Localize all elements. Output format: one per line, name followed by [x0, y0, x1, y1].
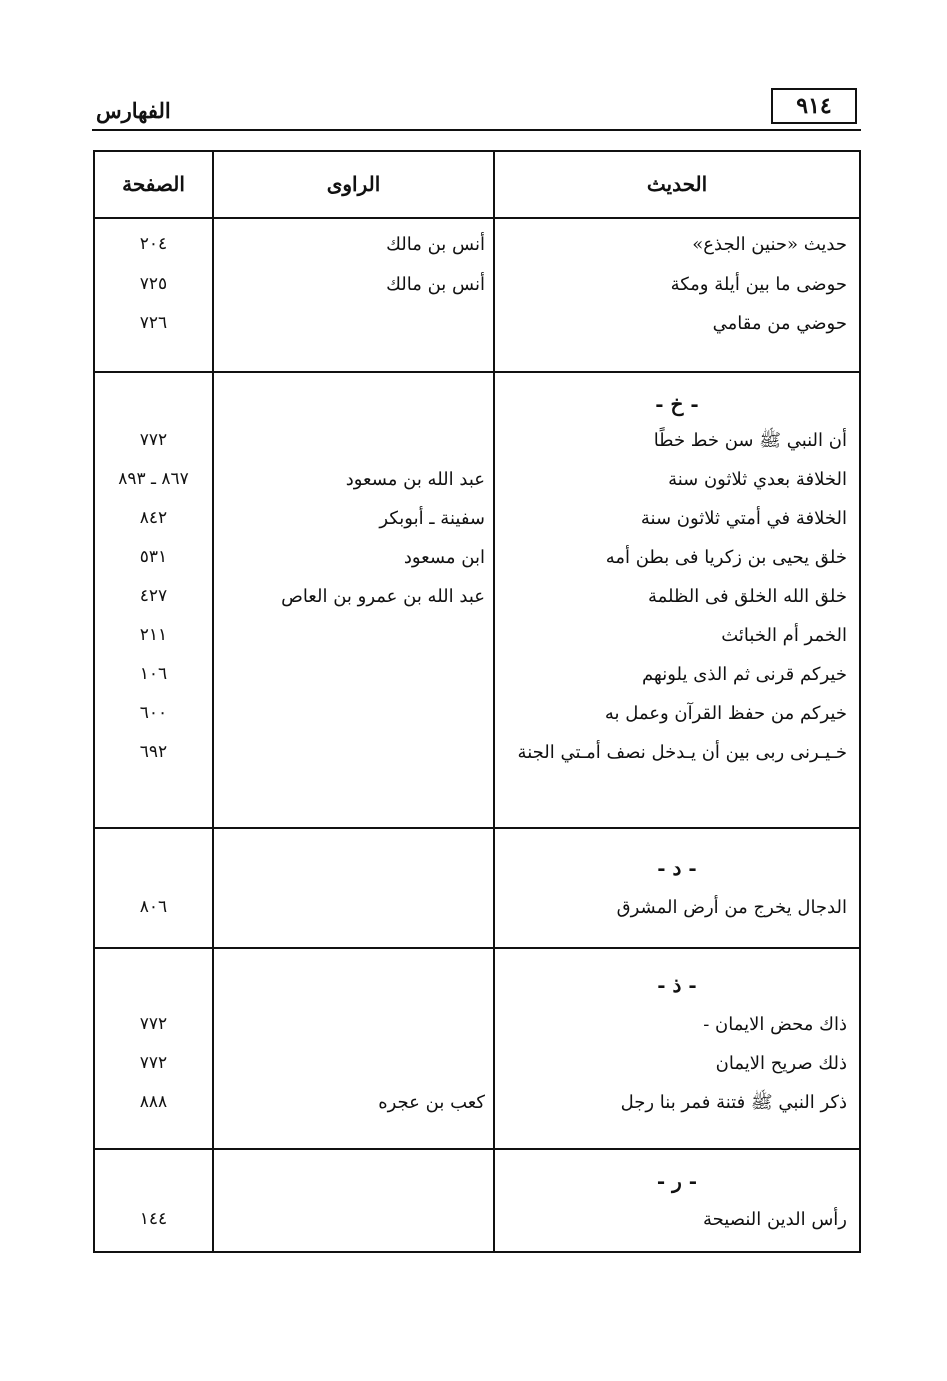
page-ref: ٧٧٢: [139, 1014, 168, 1034]
hadith-text: ذاك محض الايمان -: [703, 1014, 847, 1035]
table-row: [95, 225, 859, 264]
page-ref: ٨٤٢: [139, 508, 168, 528]
table-row: [95, 1044, 859, 1083]
page-number-box: ٩١٤: [771, 88, 857, 124]
rawi-text: عبد الله بن عمرو بن العاص: [281, 586, 485, 607]
hadith-text: الخلافة بعدي ثلاثون سنة: [668, 469, 847, 490]
table-row: [95, 538, 859, 577]
rawi-text: كعب بن عجره: [378, 1092, 485, 1113]
page-ref: ٧٧٢: [139, 430, 168, 450]
section-letter-dal: - د -: [657, 856, 697, 880]
table-row: [95, 1005, 859, 1044]
page-ref: ٥٣١: [139, 547, 168, 567]
table-row: [95, 1083, 859, 1122]
page-ref: ١٠٦: [139, 664, 168, 684]
hadith-text: خلق الله الخلق فى الظلمة: [647, 586, 847, 607]
table-row: [95, 888, 859, 927]
hadith-text: ذكر النبي ﷺ فتنة فمر بنا رجل: [620, 1092, 847, 1113]
page-ref: ٤٢٧: [139, 586, 168, 606]
hadith-text: أن النبي ﷺ سن خط خطًا: [653, 430, 847, 451]
page-ref: ٨٦٧ ـ ٨٩٣: [118, 469, 189, 489]
hadith-text: الخمر أم الخبائث: [721, 625, 847, 646]
page-ref: ٧٧٢: [139, 1053, 168, 1073]
table-row: [95, 460, 859, 499]
section-divider: [93, 947, 861, 949]
table-row: [95, 304, 859, 343]
section-divider: [93, 827, 861, 829]
header-rule: [92, 129, 861, 131]
hadith-text: خيركم قرنى ثم الذى يلونهم: [641, 664, 847, 685]
table-row: [95, 265, 859, 304]
column-header-rawi: الراوى: [326, 172, 381, 196]
rawi-text: أنس بن مالك: [386, 234, 485, 255]
rawi-text: ابن مسعود: [403, 547, 485, 568]
running-header-title: الفهارس: [96, 98, 171, 123]
page-ref: ٦٠٠: [139, 703, 168, 723]
table-row: [95, 1200, 859, 1239]
column-header-hadith: الحديث: [646, 172, 708, 196]
section-letter-kha: - خ -: [655, 392, 699, 416]
section-divider: [93, 371, 861, 373]
table-row: [95, 733, 859, 811]
page-ref: ١٤٤: [139, 1209, 168, 1229]
column-header-page: الصفحة: [122, 172, 185, 196]
table-row: [95, 499, 859, 538]
hadith-text: خـيـرنى ربى بين أن يـدخل نصف أمـتي الجنة: [517, 742, 847, 763]
hadith-text: رأس الدين النصيحة: [703, 1209, 847, 1230]
page-ref: ٨٨٨: [139, 1092, 168, 1112]
page-ref: ٨٠٦: [139, 897, 168, 917]
table-row: [95, 616, 859, 655]
hadith-text: خيركم من حفظ القرآن وعمل به: [604, 703, 847, 724]
page-ref: ٧٢٥: [139, 274, 168, 294]
rawi-text: عبد الله بن مسعود: [345, 469, 485, 490]
rawi-text: أنس بن مالك: [386, 274, 485, 295]
section-letter-ra: - ر -: [656, 1169, 698, 1193]
hadith-text: ذلك صريح الايمان: [715, 1053, 847, 1074]
table-row: [95, 577, 859, 616]
hadith-text: حوضي من مقامي: [712, 313, 847, 334]
hadith-text: حوضى ما بين أيلة ومكة: [670, 274, 847, 295]
table-row: [95, 694, 859, 733]
hadith-text: الدجال يخرج من أرض المشرق: [616, 897, 847, 918]
page-ref: ٧٢٦: [139, 313, 168, 333]
hadith-text: الخلافة في أمتي ثلاثون سنة: [640, 508, 847, 529]
section-divider: [93, 1148, 861, 1150]
hadith-text: خلق يحيى بن زكريا فى بطن أمه: [605, 547, 847, 568]
table-row: [95, 421, 859, 460]
rawi-text: سفينة ـ أبوبكر: [379, 508, 485, 529]
hadith-text: حديث «حنين الجذع»: [692, 234, 847, 255]
page-ref: ٢١١: [139, 625, 168, 645]
section-letter-dhal: - ذ -: [657, 973, 697, 997]
page-ref: ٦٩٢: [139, 742, 168, 762]
page-ref: ٢٠٤: [139, 234, 168, 254]
table-row: [95, 655, 859, 694]
